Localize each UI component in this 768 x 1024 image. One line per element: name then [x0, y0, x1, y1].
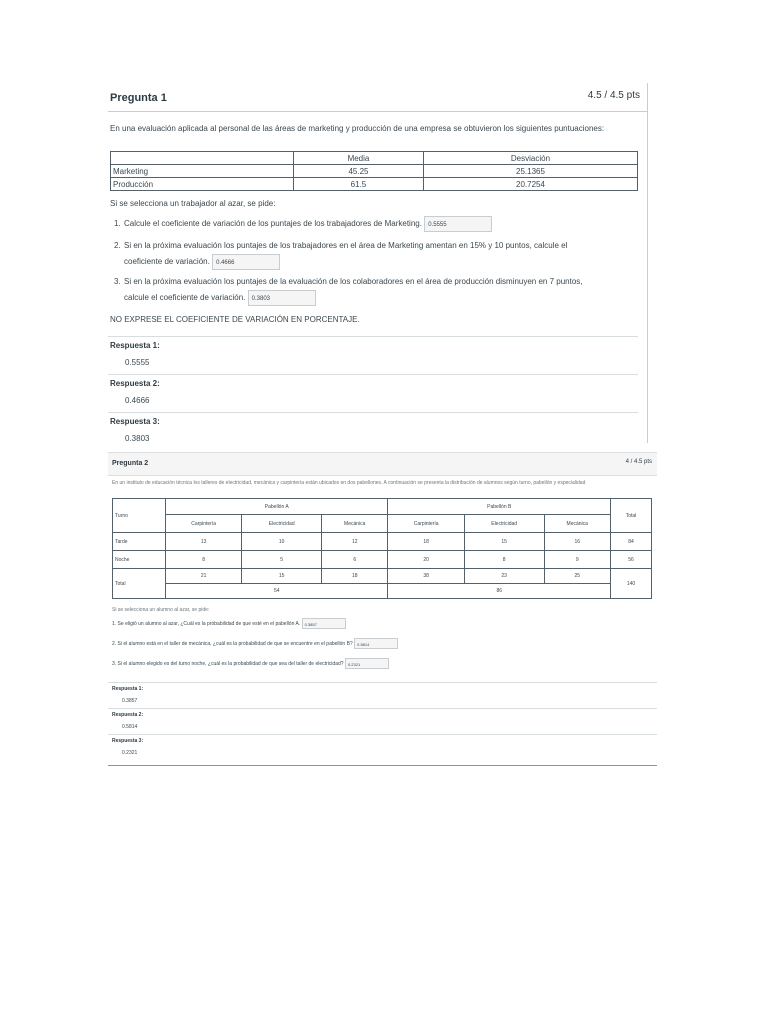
answer-input-2[interactable]: 0.5814	[354, 638, 398, 649]
instruction-note: NO EXPRESE EL COEFICIENTE DE VARIACIÓN EN PORCENTAJE.	[110, 315, 360, 324]
item-text: Calcule el coeficiente de variación de los puntajes de los trabajadores de Marketing.	[124, 219, 422, 229]
table-cell: 12	[322, 533, 388, 551]
table-cell: 8	[166, 551, 242, 569]
divider	[108, 682, 657, 683]
table-cell: 21	[166, 569, 242, 584]
item-number: 2.	[114, 241, 121, 250]
table-cell: 25	[544, 569, 611, 584]
response-value: 0.2321	[122, 750, 138, 756]
subquestion-3	[114, 274, 634, 306]
table-cell: Noche	[113, 551, 166, 569]
table-cell: 45.25	[294, 165, 424, 178]
question-text: En una evaluación aplicada al personal de las áreas de marketing y producción de una empresa se obtuvieron los siguientes puntuaciones:	[110, 124, 605, 133]
response-label: Respuesta 2:	[110, 379, 160, 388]
table-header: Carpintería	[166, 515, 242, 533]
item-number: 3.	[114, 277, 121, 286]
table-header	[111, 152, 294, 165]
table-row	[113, 569, 652, 584]
table-cell: 9	[544, 551, 611, 569]
response-value: 0.4666	[125, 396, 150, 405]
table-header: Mecánica	[544, 515, 611, 533]
distribution-table	[112, 498, 652, 599]
question-prompt: Si se selecciona un alumno al azar, se pide:	[112, 607, 210, 613]
item-text: 1. Se eligió un alumno al azar, ¿Cuál es la probabilidad de que esté en el pabellón A.	[112, 621, 301, 627]
table-cell: 10	[242, 533, 322, 551]
answer-input-3[interactable]: 0.2321	[345, 658, 389, 669]
table-row	[113, 584, 652, 599]
table-row	[113, 551, 652, 569]
table-cell: 56	[611, 551, 652, 569]
table-cell: 25.1365	[423, 165, 637, 178]
subquestion-2	[112, 638, 398, 650]
item-text-continued: coeficiente de variación.	[124, 257, 210, 267]
response-value: 0.3803	[125, 434, 150, 443]
divider	[108, 765, 657, 766]
stats-table	[110, 151, 638, 191]
table-cell: Tarde	[113, 533, 166, 551]
answer-input-1[interactable]: 0.3857	[302, 618, 346, 629]
table-cell: 54	[166, 584, 388, 599]
question-title: Pregunta 2	[112, 460, 149, 467]
table-cell: 18	[322, 569, 388, 584]
table-header: Carpintería	[388, 515, 464, 533]
question-points: 4.5 / 4.5 pts	[587, 90, 640, 101]
table-row	[113, 533, 652, 551]
table-cell: Marketing	[111, 165, 294, 178]
divider	[108, 734, 657, 735]
subquestion-1	[114, 216, 634, 232]
response-label: Respuesta 2:	[112, 712, 144, 718]
table-cell: Total	[113, 569, 166, 599]
answer-input-1[interactable]: 0.5555	[424, 216, 492, 232]
response-value: 0.5555	[125, 358, 150, 367]
table-row	[111, 165, 638, 178]
question-2	[108, 452, 657, 767]
table-cell: 20	[388, 551, 464, 569]
table-header: Turno	[113, 499, 166, 533]
item-text: 2. Si el alumno está en el taller de mecánica, ¿cuál es la probabilidad de que se encuentre en el pabellón B?	[112, 641, 353, 647]
response-label: Respuesta 1:	[110, 341, 160, 350]
table-header-row	[111, 152, 638, 165]
divider	[108, 374, 638, 375]
question-1-header	[108, 83, 648, 112]
item-number: 1.	[114, 219, 121, 229]
answer-input-3[interactable]: 0.3803	[248, 290, 316, 306]
question-text: En un instituto de educación técnica los talleres de electricidad, mecánica y carpintería están ubicados en dos pabellones. A continuación se presenta la distribución de alumnos según turno, pabellón y especialidad	[112, 480, 586, 486]
table-cell: 16	[544, 533, 611, 551]
response-label: Respuesta 3:	[110, 417, 160, 426]
question-1-border	[647, 83, 648, 443]
item-text: 3. Si el alumno elegido es del turno noche, ¿cuál es la probabilidad de que sea del taller de electricidad?	[112, 661, 344, 667]
table-cell: 15	[464, 533, 544, 551]
question-prompt: Si se selecciona un trabajador al azar, se pide:	[110, 199, 276, 208]
table-cell: 6	[322, 551, 388, 569]
table-cell: 86	[388, 584, 611, 599]
table-row	[111, 178, 638, 191]
question-2-header	[108, 452, 657, 476]
table-cell: 23	[464, 569, 544, 584]
table-header: Electricidad	[242, 515, 322, 533]
response-label: Respuesta 1:	[112, 686, 144, 692]
table-header: Total	[611, 499, 652, 533]
table-cell: 5	[242, 551, 322, 569]
table-cell: 15	[242, 569, 322, 584]
item-text: Si en la próxima evaluación los puntajes de la evaluación de los colaboradores en el área de producción disminuyen en 7 puntos,	[124, 277, 583, 286]
question-title: Pregunta 1	[110, 92, 167, 104]
item-text: Si en la próxima evaluación los puntajes de los trabajadores en el área de Marketing amentan en 15% y 10 puntos, calcule el	[124, 241, 568, 250]
table-cell: Producción	[111, 178, 294, 191]
table-cell: 13	[166, 533, 242, 551]
table-header-row	[113, 499, 652, 515]
subquestion-1	[112, 618, 346, 630]
table-cell: 38	[388, 569, 464, 584]
question-1	[108, 83, 648, 443]
table-cell: 140	[611, 569, 652, 599]
table-cell: 84	[611, 533, 652, 551]
question-points: 4 / 4.5 pts	[625, 459, 652, 465]
table-cell: 61.5	[294, 178, 424, 191]
table-header: Electricidad	[464, 515, 544, 533]
table-header: Desviación	[423, 152, 637, 165]
divider	[108, 336, 638, 337]
table-subheader-row	[113, 515, 652, 533]
answer-input-2[interactable]: 0.4666	[212, 254, 280, 270]
table-cell: 8	[464, 551, 544, 569]
divider	[108, 412, 638, 413]
table-header: Pabellón A	[166, 499, 388, 515]
response-label: Respuesta 3:	[112, 738, 144, 744]
subquestion-3	[112, 658, 389, 670]
table-header: Pabellón B	[388, 499, 611, 515]
table-cell: 20.7254	[423, 178, 637, 191]
table-cell: 18	[388, 533, 464, 551]
table-header: Media	[294, 152, 424, 165]
response-value: 0.5814	[122, 724, 138, 730]
divider	[108, 708, 657, 709]
item-text-continued: calcule el coeficiente de variación.	[124, 293, 246, 303]
table-header: Mecánica	[322, 515, 388, 533]
subquestion-2	[114, 238, 634, 270]
response-value: 0.3857	[122, 698, 138, 704]
